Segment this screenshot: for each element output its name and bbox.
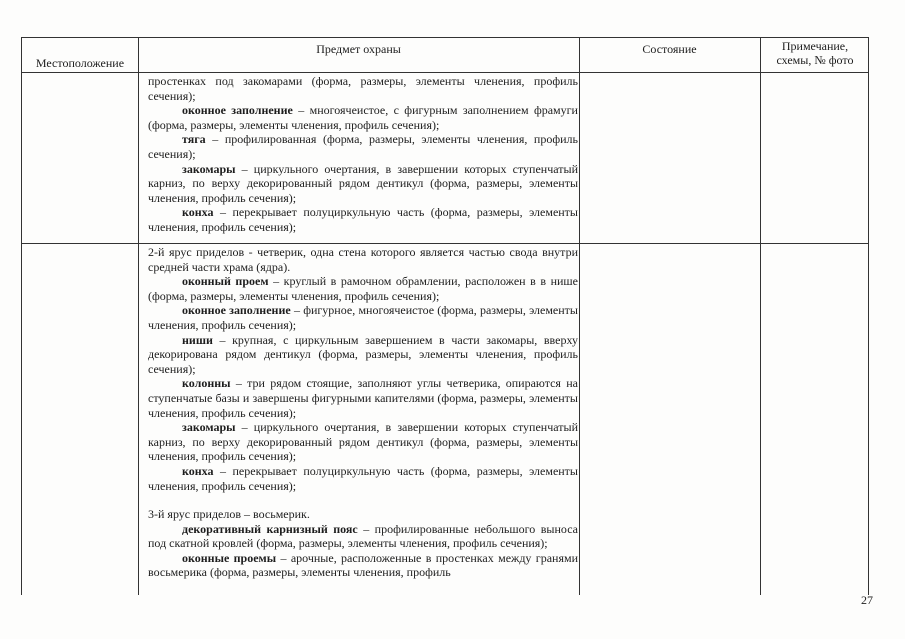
header-subject: Предмет охраны (316, 42, 401, 56)
desc: – крупная, с циркульным завершением в части закомары, вверху декорирована рядом дентикул (форма, размеры, элементы членения, профиль сечения); (148, 332, 578, 376)
desc: – арочные, расположенные в простенках между гранями восьмерика (форма, размеры, элементы членения, профиль (148, 550, 578, 580)
desc: – циркульного очертания, в завершении которых ступенчатый карниз, по верху декорированный рядом дентикул (форма, размеры, элементы членения, профиль сечения); (148, 420, 578, 464)
col-divider (579, 38, 580, 595)
row2-item (148, 333, 578, 377)
header-location: Местоположение (35, 56, 125, 70)
term: ниши (182, 332, 213, 347)
term: оконные проемы (182, 550, 277, 565)
term: конха (182, 463, 214, 478)
row-divider (22, 243, 868, 244)
row1-item (148, 162, 578, 206)
row2-item (148, 303, 578, 332)
desc: – профилированные небольшого выноса под скатной кровлей (форма, размеры, элементы членения, профиль сечения); (148, 521, 578, 551)
row2-item (148, 274, 578, 303)
row2-subject (148, 245, 578, 595)
col-divider (760, 38, 761, 595)
header-condition: Состояние (642, 42, 697, 56)
page-number: 27 (861, 593, 873, 607)
header-notes-line1: Примечание, (781, 39, 849, 53)
term: оконное заполнение (182, 103, 293, 118)
row2-item (148, 551, 578, 580)
term: оконное заполнение (182, 303, 291, 318)
desc: – перекрывает полуциркульную часть (форма, размеры, элементы членения, профиль сечения); (148, 205, 578, 234)
row2-item (148, 522, 578, 551)
desc: – циркульного очертания, в завершении которых ступенчатый карниз, по верху декорированный рядом дентикул (форма, размеры, элементы членения, профиль сечения); (148, 161, 578, 205)
header-notes (760, 36, 870, 70)
term: колонны (182, 376, 231, 391)
desc: – фигурное, многоячеистое (форма, размеры, элементы членения, профиль сечения); (148, 303, 578, 332)
desc: – профилированная (форма, размеры, элементы членения, профиль сечения); (148, 132, 578, 161)
row1-item (148, 132, 578, 161)
header-divider (22, 72, 868, 73)
desc: – перекрывает полуциркульную часть (форма, размеры, элементы членения, профиль сечения); (148, 463, 578, 493)
term: тяга (182, 132, 206, 147)
desc: – три рядом стоящие, заполняют углы четверика, опираются на ступенчатые базы и завершены фигурными капителями (форма, размеры, элементы членения, профиль сечения); (148, 376, 578, 420)
term: оконный проем (182, 274, 269, 289)
term: закомары (182, 420, 236, 435)
row1-line1: простенках под закомарами (форма, размеры, элементы членения, профиль сечения); (148, 74, 578, 103)
header-notes-line2: схемы, № фото (776, 53, 854, 67)
col-divider (138, 38, 139, 595)
term: конха (182, 205, 214, 220)
term: декоративный карнизный пояс (182, 521, 358, 536)
row1-item (148, 103, 578, 132)
row2-item (148, 376, 578, 420)
term: закомары (182, 161, 236, 176)
row2-item (148, 464, 578, 493)
row1-subject (148, 74, 578, 242)
desc: – круглый в рамочном обрамлении, расположен в в нише (форма, размеры, элементы членения, профиль сечения); (148, 274, 578, 303)
row1-item (148, 205, 578, 234)
row2-intro2: 3-й ярус приделов – восьмерик. (148, 507, 310, 522)
desc: – многоячеистое, с фигурным заполнением фрамуги (форма, размеры, элементы членения, профиль сечения); (148, 103, 578, 132)
row2-intro: 2-й ярус приделов - четверик, одна стена которого является частью свода внутри средней части храма (ядра). (148, 245, 578, 274)
row2-item (148, 420, 578, 464)
heritage-table (21, 37, 869, 595)
